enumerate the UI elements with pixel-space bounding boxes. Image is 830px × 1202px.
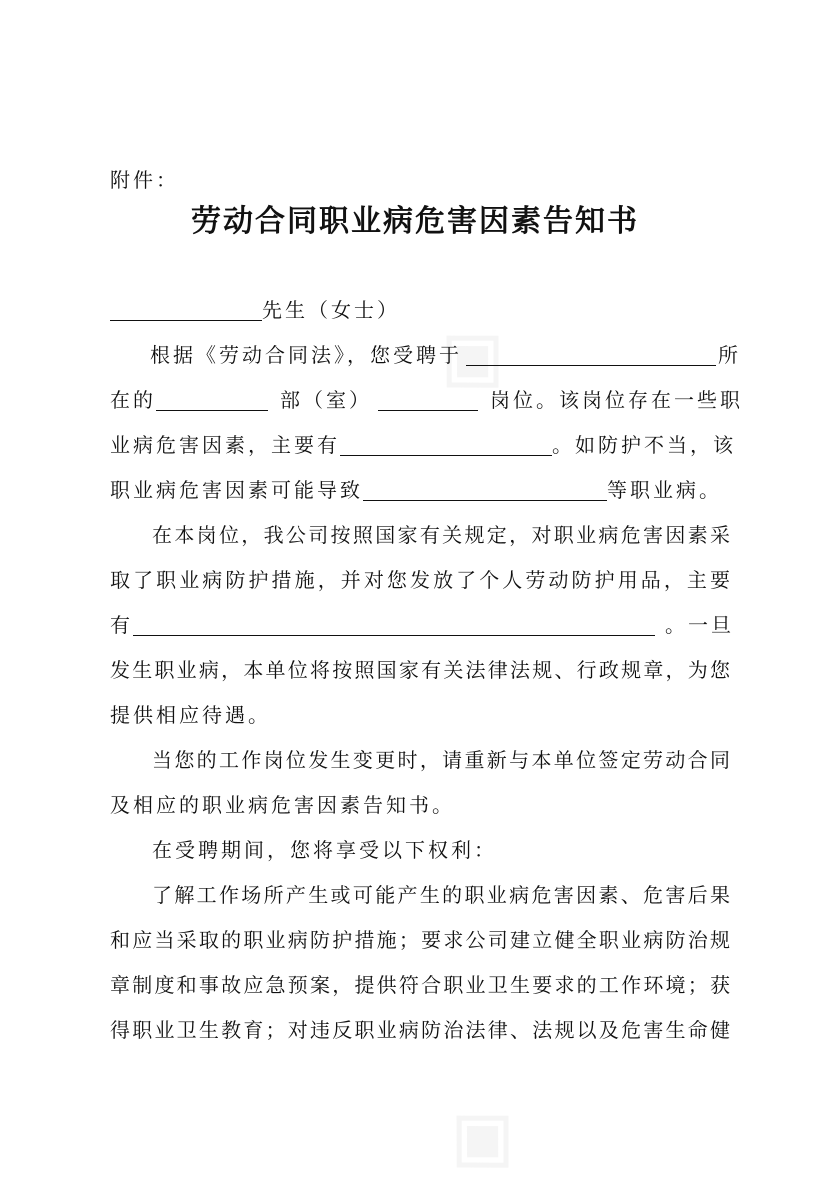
name-blank[interactable] — [110, 300, 262, 321]
line-text: 岗位。该岗位存在一些职 — [490, 388, 743, 412]
line-text: 所 — [718, 343, 741, 367]
occupational-disease-blank[interactable] — [363, 480, 607, 501]
text-line: 和应当采取的职业病防护措施；要求公司建立健全职业病防治规 — [110, 928, 730, 952]
text-line: 取了职业病防护措施，并对您发放了个人劳动防护用品，主要 — [110, 568, 730, 592]
text-line: 章制度和事故应急预案，提供符合职业卫生要求的工作环境；获 — [110, 973, 730, 997]
text-line — [110, 378, 743, 422]
text-line — [110, 468, 730, 512]
protective-equipment-blank[interactable] — [133, 615, 655, 636]
line-text: 职业病危害因素可能导致 — [110, 478, 363, 502]
text-line: 提供相应待遇。 — [110, 703, 271, 727]
text-line: 当您的工作岗位发生变更时，请重新与本单位签定劳动合同 — [152, 748, 730, 772]
text-line: 在本岗位，我公司按照国家有关规定，对职业病危害因素采 — [152, 523, 730, 547]
attachment-label: 附件： — [110, 168, 179, 192]
watermark-mark: ◈ — [411, 1070, 543, 1202]
text-line: 得职业卫生教育；对违反职业病防治法律、法规以及危害生命健 — [110, 1018, 730, 1042]
salutation-text: 先生（女士） — [262, 298, 400, 322]
line-text: 有 — [110, 613, 133, 637]
position-blank[interactable] — [378, 390, 478, 411]
department-blank[interactable] — [156, 390, 268, 411]
text-line — [110, 423, 736, 467]
text-line: 及相应的职业病危害因素告知书。 — [110, 793, 455, 817]
document-title: 劳动合同职业病危害因素告知书 — [191, 204, 639, 239]
line-text: 根据《劳动合同法》，您受聘于 — [150, 343, 462, 367]
text-line: 发生职业病，本单位将按照国家有关法律法规、行政规章，为您 — [110, 658, 730, 682]
salutation-line — [110, 288, 730, 332]
line-text: 。如防护不当，该 — [552, 433, 736, 457]
line-text: 业病危害因素，主要有 — [110, 433, 340, 457]
text-line: 在受聘期间，您将享受以下权利： — [152, 838, 497, 862]
hazard-factors-blank[interactable] — [340, 435, 552, 456]
line-text: 等职业病。 — [607, 478, 722, 502]
text-line — [110, 603, 734, 647]
text-line — [110, 333, 741, 377]
line-text: 在的 — [110, 388, 156, 412]
watermark-mark: ◈ — [401, 290, 533, 422]
employer-blank[interactable] — [466, 345, 716, 366]
line-text: 部（室） — [280, 388, 372, 412]
line-text: 。一旦 — [665, 613, 734, 637]
text-line: 了解工作场所产生或可能产生的职业病危害因素、危害后果 — [152, 883, 730, 907]
